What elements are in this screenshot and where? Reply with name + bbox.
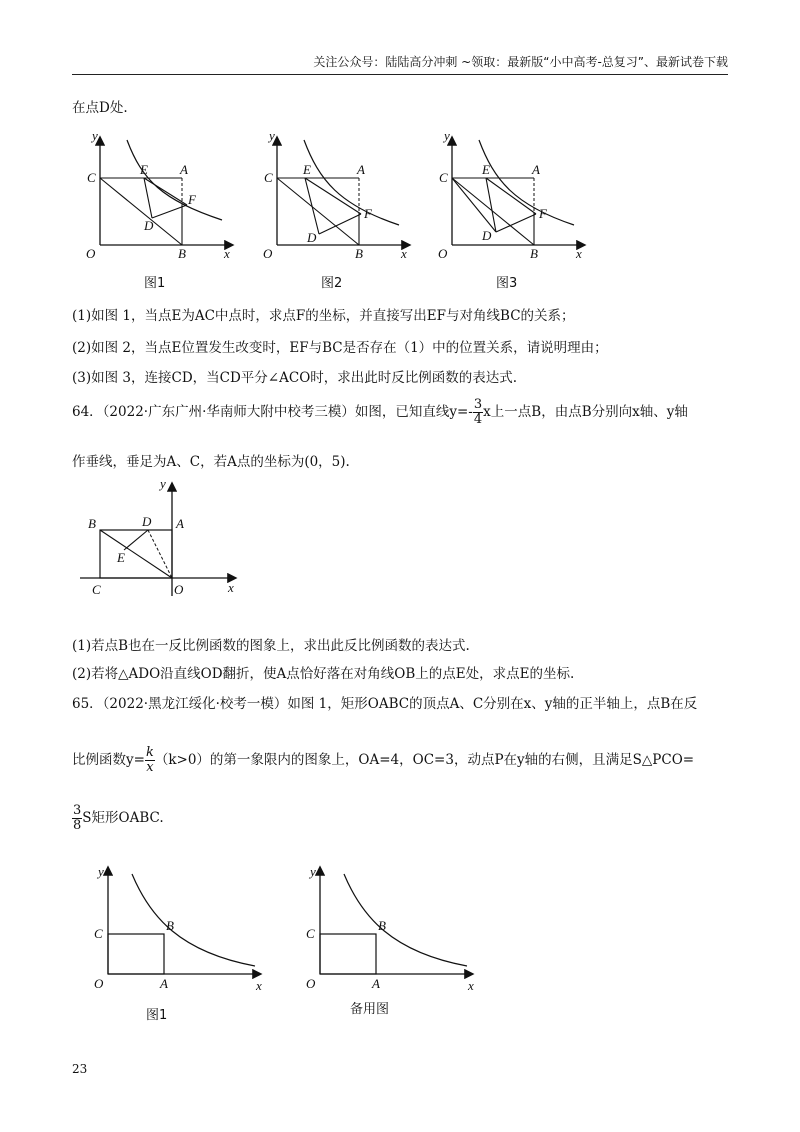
figure-2 [263, 130, 409, 261]
svg-text:x: x [468, 978, 474, 993]
svg-text:O: O [174, 582, 184, 597]
svg-text:x: x [401, 246, 407, 261]
svg-text:A: A [180, 162, 188, 177]
svg-text:O: O [438, 246, 448, 261]
svg-text:x: x [224, 246, 230, 261]
svg-text:B: B [88, 516, 96, 531]
svg-text:A: A [160, 976, 168, 991]
svg-text:A: A [532, 162, 540, 177]
svg-text:A: A [357, 162, 365, 177]
svg-text:C: C [306, 926, 315, 941]
svg-text:x: x [256, 978, 262, 993]
svg-text:E: E [482, 162, 490, 177]
svg-text:D: D [144, 218, 154, 233]
q63-part3: (3)如图 3，连接CD，当CD平分∠ACO时，求出此时反比例函数的表达式. [72, 370, 518, 386]
svg-text:D: D [307, 230, 317, 245]
intro-text: 在点D处. [72, 100, 128, 116]
fraction-3-8: $\frac{3}{8}$ [73, 803, 82, 833]
svg-text:B: B [166, 918, 174, 933]
svg-text:A: A [372, 976, 380, 991]
svg-text:y: y [444, 130, 450, 143]
q65-line3: $\frac{3}{8}$ S矩形OABC. [73, 803, 164, 833]
svg-text:O: O [86, 246, 96, 261]
svg-text:F: F [539, 206, 547, 221]
svg-text:F: F [188, 192, 196, 207]
svg-text:C: C [439, 170, 448, 185]
caption-fig3: 图3 [496, 276, 518, 291]
q64-lead: 64．（2022·广东广州·华南师大附中校考三模）如图，已知直线y=- $\frac{3}{4}$ x上一点B，由点B分别向x轴、y轴 [72, 397, 688, 427]
svg-text:O: O [263, 246, 273, 261]
svg-text:y: y [269, 130, 275, 143]
svg-text:C: C [94, 926, 103, 941]
figure-q65-2 [306, 864, 474, 993]
figure-q64 [80, 478, 250, 603]
page-header: 关注公众号：陆陆高分冲刺 ~领取：最新版“小中高考-总复习”、最新试卷下载 [72, 52, 728, 75]
figure-3 [438, 130, 584, 261]
q65-line2: 比例函数y= $\frac{k}{x}$ （k>0）的第一象限内的图象上，OA=4，OC=3，动点P在y轴的右侧，且满足S△PCO= [72, 745, 695, 775]
page-number: 23 [72, 1062, 88, 1076]
svg-text:E: E [140, 162, 148, 177]
q65-lead: 65．（2022·黑龙江绥化·校考一模）如图 1，矩形OABC的顶点A、C分别在x、y轴的正半轴上，点B在反 [72, 696, 698, 712]
svg-text:y: y [92, 130, 98, 143]
svg-text:B: B [178, 246, 186, 261]
caption-q65-spare: 备用图 [350, 1002, 390, 1017]
fraction-k-x: $\frac{k}{x}$ [145, 745, 154, 775]
q64-part2: (2)若将△ADO沿直线OD翻折，使A点恰好落在对角线OB上的点E处，求点E的坐标. [72, 666, 575, 682]
svg-text:A: A [176, 516, 184, 531]
svg-text:D: D [482, 228, 492, 243]
svg-text:E: E [117, 550, 125, 565]
svg-text:E: E [303, 162, 311, 177]
svg-text:B: B [378, 918, 386, 933]
svg-text:x: x [228, 580, 234, 595]
q63-part1: (1)如图 1，当点E为AC中点时，求点F的坐标，并直接写出EF与对角线BC的关系； [72, 308, 575, 324]
svg-text:B: B [530, 246, 538, 261]
svg-text:x: x [576, 246, 582, 261]
figure-row-q65 [80, 862, 480, 997]
svg-text:D: D [142, 514, 152, 529]
fraction-3-4: $\frac{3}{4}$ [473, 397, 483, 427]
svg-text:y: y [98, 864, 104, 879]
svg-text:y: y [160, 478, 166, 491]
figure-row-top [72, 130, 592, 290]
caption-fig1: 图1 [144, 276, 166, 291]
svg-text:F: F [364, 206, 372, 221]
q64-line2: 作垂线，垂足为A、C，若A点的坐标为(0，5). [72, 454, 350, 470]
svg-text:C: C [87, 170, 96, 185]
q64-part1: (1)若点B也在一反比例函数的图象上，求出此反比例函数的表达式. [72, 638, 470, 654]
caption-q65-fig1: 图1 [146, 1008, 168, 1023]
caption-fig2: 图2 [321, 276, 343, 291]
figure-1 [86, 130, 232, 261]
svg-text:O: O [306, 976, 316, 991]
figure-q65-1 [94, 864, 262, 993]
q63-part2: (2)如图 2，当点E位置发生改变时，EF与BC是否存在（1）中的位置关系，请说明理由； [72, 340, 608, 356]
svg-text:C: C [264, 170, 273, 185]
svg-text:C: C [92, 582, 101, 597]
svg-text:y: y [310, 864, 316, 879]
svg-text:O: O [94, 976, 104, 991]
svg-text:B: B [355, 246, 363, 261]
